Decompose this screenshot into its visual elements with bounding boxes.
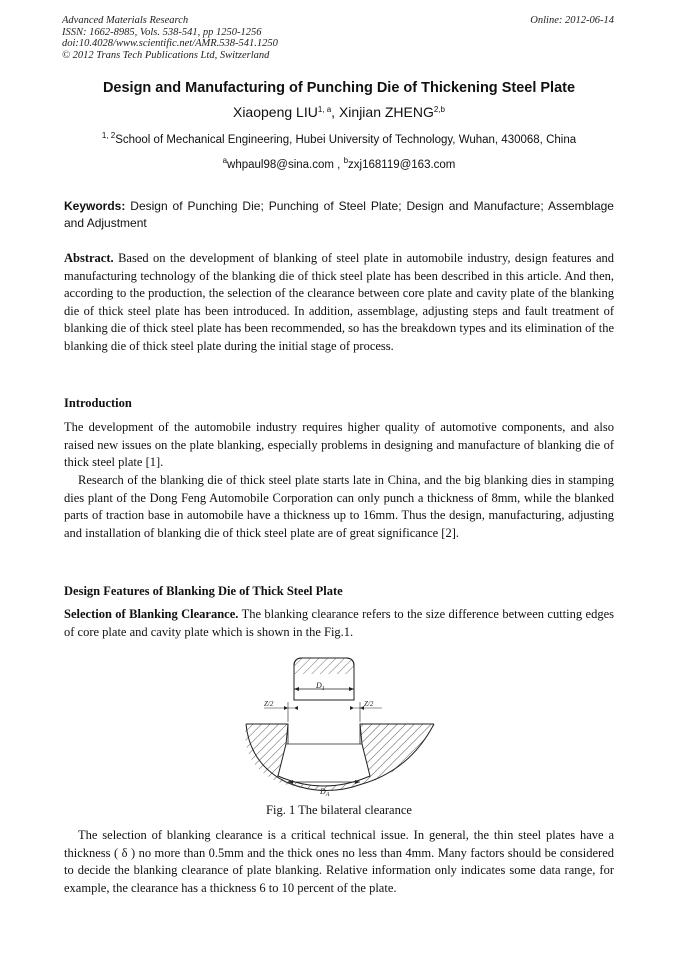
author-separator: , bbox=[331, 104, 339, 120]
introduction-paragraph-1: The development of the automobile industry requires higher quality of automotive components, and also raised new issues on the plate blanking, especially problems in designing and manufacture of blanking die of thick steel plate [1]. bbox=[64, 420, 614, 470]
email-b: zxj168119@163.com bbox=[348, 159, 456, 171]
author-2: Xinjian ZHENG bbox=[338, 104, 434, 120]
die-shape bbox=[245, 724, 434, 791]
author-1: Xiaopeng LIU bbox=[232, 104, 318, 120]
design-text: The blanking clearance refers to the size difference between cutting edges of core plate and cavity plate which is shown in the Fig.1. bbox=[64, 607, 614, 639]
clearance-figure bbox=[240, 652, 440, 800]
keywords-text: Design of Punching Die; Punching of Steel Plate; Design and Manufacture; Assemblage and Adjustment bbox=[64, 199, 614, 230]
z-left-label: Z/2 bbox=[264, 700, 274, 708]
email-separator: , bbox=[333, 159, 344, 171]
d1-sub: 1 bbox=[321, 686, 325, 692]
journal-name: Advanced Materials Research bbox=[62, 15, 189, 26]
online-date: Online: 2012-06-14 bbox=[530, 15, 614, 26]
figure-caption: Fig. 1 The bilateral clearance bbox=[266, 803, 412, 817]
design-subheading: Selection of Blanking Clearance. bbox=[64, 607, 239, 621]
journal-issn: ISSN: 1662-8985, Vols. 538-541, pp 1250-1256 bbox=[62, 26, 262, 38]
affiliation-sup: 1, 2 bbox=[101, 131, 116, 140]
email-line bbox=[40, 156, 638, 171]
affiliation-text: School of Mechanical Engineering, Hubei University of Technology, Wuhan, 430068, China bbox=[115, 134, 577, 146]
da-sub: A bbox=[325, 792, 330, 798]
design-section-heading: Design Features of Blanking Die of Thick Steel Plate bbox=[64, 584, 343, 598]
clearance-markers bbox=[264, 700, 382, 722]
paper-title: Design and Manufacturing of Punching Die of Thickening Steel Plate bbox=[102, 80, 576, 96]
email-a: whpaul98@sina.com bbox=[227, 159, 334, 171]
introduction-heading: Introduction bbox=[64, 396, 132, 410]
abstract-label: Abstract. bbox=[64, 251, 114, 265]
da-label: D bbox=[320, 787, 326, 796]
author-line bbox=[40, 104, 638, 120]
keywords-label: Keywords: bbox=[64, 199, 126, 213]
affiliation bbox=[30, 131, 648, 146]
z-right-label: Z/2 bbox=[364, 700, 374, 708]
journal-copyright: © 2012 Trans Tech Publications Ltd, Switzerland bbox=[62, 49, 270, 61]
final-paragraph: The selection of blanking clearance is a critical technical issue. In general, the thin steel plates have a thickness ( δ ) no more than 0.5mm and the thick ones no less than 4mm. Many factors should be considered to decide the blanking clearance of plate blanking. Relative information only indicates some data range, for example, the clearance has a thickness 6 to 10 percent of the plate. bbox=[64, 828, 614, 895]
journal-header bbox=[62, 15, 278, 61]
journal-doi: doi:10.4028/www.scientific.net/AMR.538-541.1250 bbox=[62, 38, 278, 49]
email-b-sup: b bbox=[343, 156, 349, 165]
abstract-text: Based on the development of blanking of steel plate in automobile industry, design features and manufacturing technology of the blanking die of thick steel plate has been described in this article. And then, according to the production, the selection of the clearance between core plate and cavity plate of the blanking die of thick steel plate has been introduced. In addition, assemblage, adjusting steps and fault treatment of blanking die of thick steel plate has been recommended, so has the breakdown types and its elimination of the blanking die of thick steel plate during the initial stage of process. bbox=[64, 251, 615, 353]
author-2-sup: 2,b bbox=[433, 105, 445, 114]
d1-label: D bbox=[316, 681, 322, 690]
abstract bbox=[64, 250, 614, 356]
keywords bbox=[64, 198, 614, 232]
punch-shape bbox=[294, 658, 354, 700]
introduction-paragraph-2: Research of the blanking die of thick steel plate starts late in China, and the big blanking dies in stamping dies plant of the Dong Feng Automobile Corporation can only punch a thickness of 8mm, while the blanked parts of traction base in automobile have a thickness up to 16mm. Thus the design, manufacturing, adjusting and installation of blanking die of thick steel plate are of great significance [2]. bbox=[64, 473, 614, 540]
design-section-paragraph bbox=[64, 606, 614, 641]
author-1-sup: 1, a bbox=[317, 105, 332, 114]
email-a-sup: a bbox=[222, 156, 228, 165]
